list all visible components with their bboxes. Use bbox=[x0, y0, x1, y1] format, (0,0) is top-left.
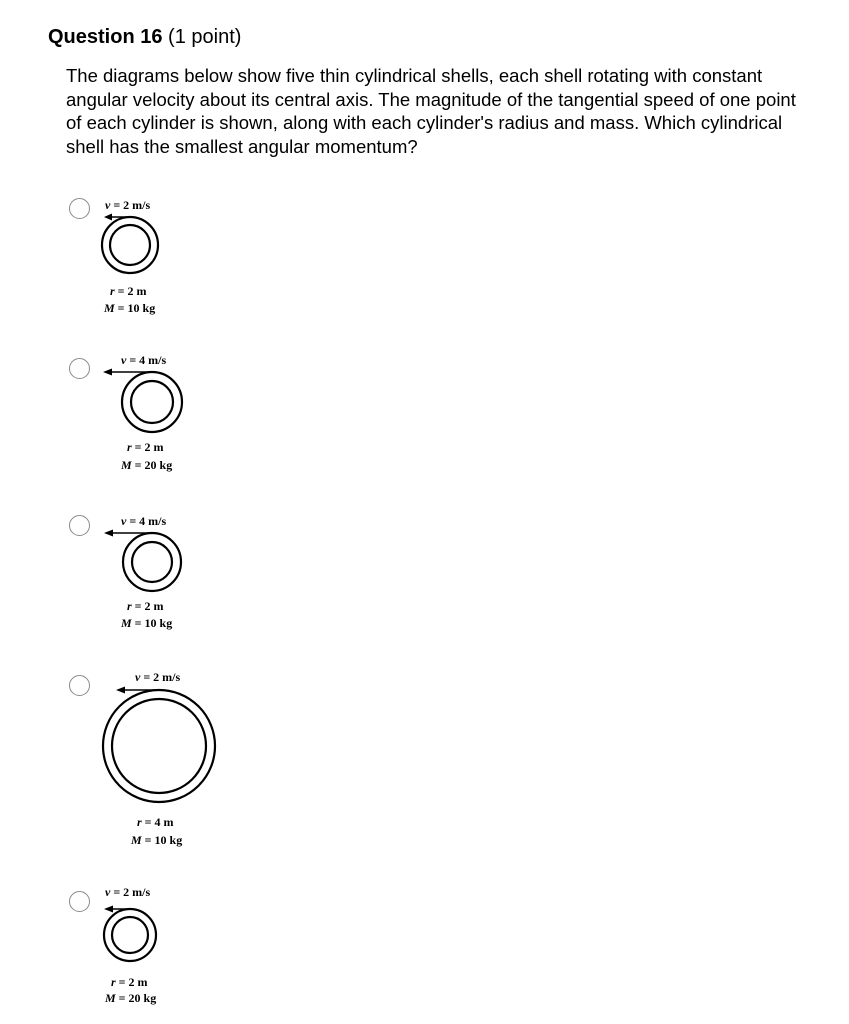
option-5-velocity-label: v = 2 m/s bbox=[105, 885, 151, 899]
option-4-radio[interactable] bbox=[69, 675, 90, 696]
velocity-arrowhead bbox=[104, 214, 112, 221]
option-4-mass-label: M = 10 kg bbox=[131, 833, 183, 847]
option-4-radius-label: r = 4 m bbox=[137, 815, 174, 829]
question-text: The diagrams below show five thin cylindrical shells, each shell rotating with constant angular velocity about its central axis. The magnitude of the tangential speed of one point of each cylinder is shown, along with each cylinder's radius and mass. Which cylindrical shell has the smallest angular momentum? bbox=[66, 65, 796, 157]
inner-shell-circle bbox=[112, 699, 206, 793]
outer-shell-circle bbox=[103, 690, 215, 802]
option-2-diagram bbox=[100, 362, 190, 437]
question-points: (1 point) bbox=[168, 26, 242, 48]
velocity-arrowhead bbox=[104, 906, 113, 913]
option-1-mass-label: M = 10 kg bbox=[104, 301, 156, 315]
option-1-velocity-label: v = 2 m/s bbox=[105, 198, 151, 212]
option-5-radio[interactable] bbox=[69, 891, 90, 912]
option-3-radio[interactable] bbox=[69, 515, 90, 536]
option-1-radius-label: r = 2 m bbox=[110, 284, 147, 298]
option-1-radio[interactable] bbox=[69, 198, 90, 219]
question-header bbox=[48, 24, 241, 50]
option-1-diagram bbox=[95, 205, 175, 280]
velocity-arrowhead bbox=[116, 687, 125, 694]
option-3-mass-label: M = 10 kg bbox=[121, 616, 173, 630]
option-2-radio[interactable] bbox=[69, 358, 90, 379]
option-5-radius-label: r = 2 m bbox=[111, 975, 148, 989]
option-5-mass-label: M = 20 kg bbox=[105, 991, 157, 1005]
option-5-diagram bbox=[95, 896, 175, 971]
inner-shell-circle bbox=[112, 917, 148, 953]
velocity-arrowhead bbox=[103, 369, 112, 376]
option-2-radius-label: r = 2 m bbox=[127, 440, 164, 454]
option-3-radius-label: r = 2 m bbox=[127, 599, 164, 613]
inner-shell-circle bbox=[110, 225, 150, 265]
velocity-arrowhead bbox=[104, 530, 113, 537]
option-3-velocity-label: v = 4 m/s bbox=[121, 514, 167, 528]
option-3-diagram bbox=[100, 522, 190, 597]
inner-shell-circle bbox=[131, 381, 173, 423]
question-title: Question 16 bbox=[48, 26, 163, 48]
option-4-velocity-label: v = 2 m/s bbox=[135, 670, 181, 684]
option-2-mass-label: M = 20 kg bbox=[121, 458, 173, 472]
option-4-diagram bbox=[100, 680, 220, 815]
inner-shell-circle bbox=[132, 542, 172, 582]
option-2-velocity-label: v = 4 m/s bbox=[121, 353, 167, 367]
